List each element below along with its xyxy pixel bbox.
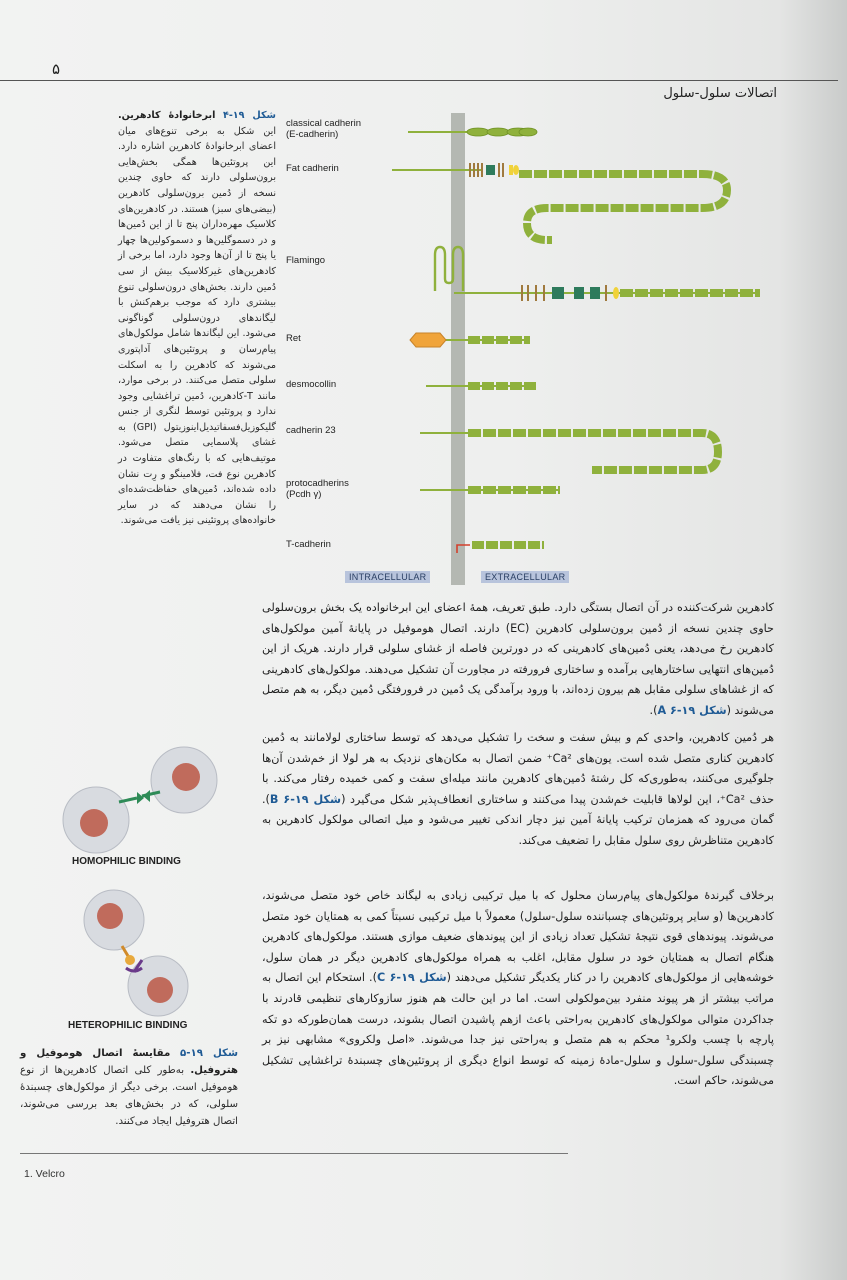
figure-caption-19-5 [20, 1045, 238, 1130]
figure-caption-19-4 [118, 108, 276, 529]
header-rule [0, 80, 838, 81]
cadherin-superfamily-figure [282, 105, 802, 595]
paragraph-text: برخلاف گیرندهٔ مولکول‌های پیام‌رسان محلول که با میل ترکیبی زیادی به لیگاند خاص خود متصل می‌شوند، کادهرین‌ها (و سایر پروتئین‌های چسباننده سلول-سلول) معمولاً با میل ترکیبی نسبتاً کمی به همتایان خود متصل می‌شوند. پیوندهای قوی نتیجهٔ تشکیل تعداد زیادی از این پیوندهای ضعیف موازی هستند. مولکول‌های کادهرین هنگام اتصال به همتایان خود در سلول مقابل، اغلب به همراه مولکول‌های کادهرین دیگر در همان سلول، خوشه‌هایی از مولکول‌های کادهرین را در کنار یکدیگر تشکیل می‌دهند ( [262, 889, 774, 985]
homophilic-binding-label: HOMOPHILIC BINDING [72, 856, 181, 867]
caption-title: ابرخانوادهٔ کادهرین. [118, 110, 216, 121]
label-cadherin-23: cadherin 23 [286, 425, 336, 436]
label-flamingo: Flamingo [286, 255, 326, 266]
caption-label: شکل ۱۹-۵ [180, 1048, 238, 1059]
heterophilic-binding-label: HETEROPHILIC BINDING [68, 1020, 188, 1031]
intracellular-label: INTRACELLULAR [345, 571, 430, 583]
flamingo-diagram [435, 247, 760, 301]
footnote-rule [20, 1153, 568, 1154]
figure-ref[interactable]: شکل ۱۹-۶ B [269, 792, 342, 806]
homophilic-cells [63, 747, 217, 853]
heterophilic-cells [84, 890, 188, 1016]
body-paragraph-1 [262, 598, 774, 722]
paragraph-text-after: ). گمان می‌رود که همزمان ترکیب پایانهٔ آمین نیز دچار اندکی تغییر می‌شود و میل اتصالی مولکول کادهرین به کادهرین متناظرش روی سلول مقابل را تضعیف می‌کند. [262, 792, 774, 847]
extracellular-label: EXTRACELLULAR [481, 571, 569, 583]
paragraph-text-after: ). [649, 703, 658, 717]
figure-ref[interactable]: شکل ۱۹-۶ C [376, 971, 447, 985]
caption-text: این شکل به برخی تنوع‌های میان اعضای ابرخانوادهٔ کادهرین اشاره دارد. این پروتئین‌ها همگی بخش‌هایی برون‌سلولی دارند که حاوی چندین نسخه از دُمین برون‌سلولی کادهرین (بیضی‌های سبز) هستند. در کادهرین‌های کلاسیک مهره‌داران پنج تا از این دُمین‌ها و در دسموگلین‌ها و دسموکولین‌ها چهار یا پنج تا از آن‌ها وجود دارد، اما برخی از کادهرین‌های غیرکلاسیک بیش از سی دُمین دارند. بخش‌های درون‌سلولی تنوع بیشتری دارد که موجب برهم‌کنش با لیگاندهای درون‌سلولی گوناگونی می‌شود. این لیگاندها شامل مولکول‌های پیام‌رسان و پروتئین‌های آداپتوری می‌شوند که کادهرین را به اسکلت سلولی متصل می‌کنند. در برخی موارد، مانند T-کادهرین، دُمین تراغشایی وجود ندارد و پروتئین توسط لنگری از جنس گلیکوزیل‌فسفاتیدیل‌اینوزیتول (GPI) به غشای پلاسمایی متصل می‌شود. موتیف‌هایی که با رنگ‌های متفاوت در کادهرین نوع فت، فلامینگو و رِت نشان داده شده‌اند، دُمین‌های حفاظت‌شده‌ای را نشان می‌دهند که در سایر خانواده‌های پروتئینی نیز یافت می‌شوند. [118, 125, 276, 527]
page-number: ۵ [52, 60, 61, 78]
footnote: 1. Velcro [24, 1168, 65, 1180]
caption-text: به‌طور کلی اتصال کادهرین‌ها از نوع هوموفیل است. برخی دیگر از مولکول‌های چسبندهٔ سلولی، که در بخش‌های بعد بررسی می‌شوند، اتصال هتروفیل ایجاد می‌کنند. [20, 1065, 238, 1127]
binding-illustration [62, 740, 262, 1060]
running-title: اتصالات سلول-سلول [663, 86, 777, 101]
label-classical-cadherin: classical cadherin (E-cadherin) [286, 118, 361, 140]
ret-diagram [410, 333, 530, 347]
paragraph-text-after: ). استحکام این اتصال به مراتب بیشتر از هر پیوند منفرد بین‌مولکولی است. اما در این حالت هم هنوز سازوکارهای تنظیمی قادرند با جداکردن متوالی مولکول‌های کادهرین به‌راحتی باعث ازهم پاشیدن اتصال بشوند، درست همان‌طورکه دو تکه پارچه با چسب ولکرو¹ محکم به هم متصل و به‌راحتی نیز جدا می‌شوند. «اصل ولکروی» مشابهی نیز بر چسبندگی سلول-سلول و سلول-مادهٔ زمینه که توسط انواع دیگری از پروتئین‌های چسبندهٔ تراغشایی تشکیل می‌شوند، حاکم است. [262, 971, 774, 1088]
label-protocadherins: protocadherins (Pcdh γ) [286, 478, 349, 500]
label-t-cadherin: T-cadherin [286, 539, 331, 550]
t-cadherin-diagram [457, 545, 544, 553]
label-ret: Ret [286, 333, 301, 344]
label-fat-cadherin: Fat cadherin [286, 163, 339, 174]
plasma-membrane [451, 113, 465, 585]
body-paragraph-3 [262, 886, 774, 1092]
cadherin-diagram [282, 105, 802, 595]
body-paragraph-2 [262, 728, 774, 852]
classical-cadherin-diagram [408, 128, 537, 136]
fat-cadherin-diagram [392, 163, 727, 240]
label-desmocollin: desmocollin [286, 379, 337, 390]
figure-ref[interactable]: شکل ۱۹-۶ A [657, 703, 727, 717]
caption-title: مقایسهٔ اتصال هوموفیل و هتروفیل. [20, 1048, 238, 1076]
caption-label: شکل ۱۹-۴ [222, 110, 276, 121]
paragraph-text: کادهرین شرکت‌کننده در آن اتصال بستگی دارد. طبق تعریف، همهٔ اعضای این ابرخانواده یک بخش برون‌سلولی حاوی چندین نسخه از دُمین برون‌سلولی کادهرین (EC) دارند. اتصال هوموفیل در پایانهٔ آمین مولکول‌های کادهرین رخ می‌دهد، یعنی دُمین‌های کادهرینی که در دورترین فاصله از غشای سلولی قرار دارند. هریک از این دُمین‌های انتهایی ساختارهایی برآمده و ساختاری فرورفته در مجاورت آن تشکیل می‌دهند. مولکول‌های کادهرینی که از غشاهای سلولی مقابل هم بیرون زده‌اند، با ورود برآمدگی یک دُمین در فرورفتگی دُمین دیگر، به هم متصل می‌شوند ( [262, 601, 774, 717]
paragraph-text: هر دُمین کادهرین، واحدی کم و بیش سفت و سخت را تشکیل می‌دهد که توسط ساختاری لولامانند به دُمین کادهرین کناری متصل شده است. یون‌های Ca²⁺ ضمن اتصال به مکان‌های نزدیک به هر لولا از خم‌شدن آن‌ها جلوگیری می‌کنند، به‌طوری‌که کل رشتهٔ دُمین‌های کادهرین مانند میله‌ای سفت و کمی خمیده رفتار می‌کند. با حذف Ca²⁺، این لولاها قابلیت خم‌شدن پیدا می‌کنند و ساختاری انعطاف‌پذیر شکل می‌گیرد ( [262, 731, 775, 806]
